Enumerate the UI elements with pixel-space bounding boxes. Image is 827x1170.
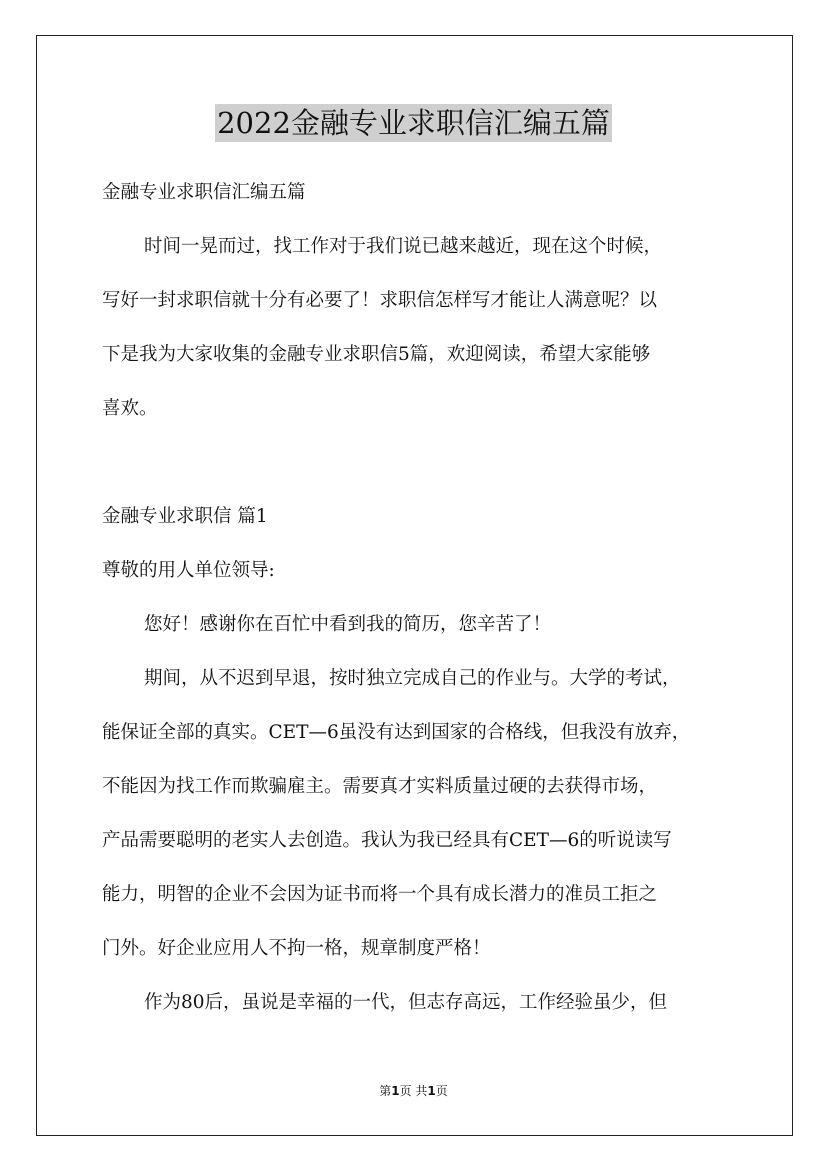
intro-line-4: 喜欢。	[102, 398, 158, 419]
page-footer	[0, 1082, 827, 1099]
para1-line-4: 产品需要聪明的老实人去创造。我认为我已经具有CET—6的听说读写	[102, 830, 672, 851]
footer-suffix: 页	[435, 1084, 448, 1098]
para1-line-1: 期间，从不迟到早退，按时独立完成自己的作业与。大学的考试，	[144, 668, 681, 689]
intro-line-2: 写好一封求职信就十分有必要了！求职信怎样写才能让人满意呢？以	[102, 290, 658, 311]
para1-line-6: 门外。好企业应用人不拘一格，规章制度严格！	[102, 938, 491, 959]
intro-line-3: 下是我为大家收集的金融专业求职信5篇，欢迎阅读，希望大家能够	[102, 344, 651, 365]
footer-mid: 页 共	[399, 1084, 428, 1098]
section-heading: 金融专业求职信 篇1	[102, 506, 268, 527]
document-body	[102, 166, 730, 1030]
paragraph-gap	[102, 436, 730, 490]
document-title	[0, 103, 827, 142]
para2-line-1: 作为80后，虽说是幸福的一代，但志存高远，工作经验虽少，但	[144, 992, 668, 1013]
salutation: 尊敬的用人单位领导:	[102, 560, 275, 581]
para1-line-5: 能力，明智的企业不会因为证书而将一个具有成长潜力的准员工拒之	[102, 884, 658, 905]
document-title-text: 2022金融专业求职信汇编五篇	[217, 106, 610, 140]
para1-line-2: 能保证全部的真实。CET—6虽没有达到国家的合格线，但我没有放弃，	[102, 722, 691, 743]
footer-page-number: 1	[391, 1084, 400, 1098]
intro-line-1: 时间一晃而过，找工作对于我们说已越来越近，现在这个时候，	[144, 236, 663, 257]
footer-prefix: 第	[379, 1084, 392, 1098]
footer-page-total: 1	[427, 1084, 436, 1098]
para1-line-3: 不能因为找工作而欺骗雇主。需要真才实料质量过硬的去获得市场，	[102, 776, 658, 797]
greeting: 您好！感谢你在百忙中看到我的简历，您辛苦了！	[144, 614, 552, 635]
subheading: 金融专业求职信汇编五篇	[102, 182, 306, 203]
